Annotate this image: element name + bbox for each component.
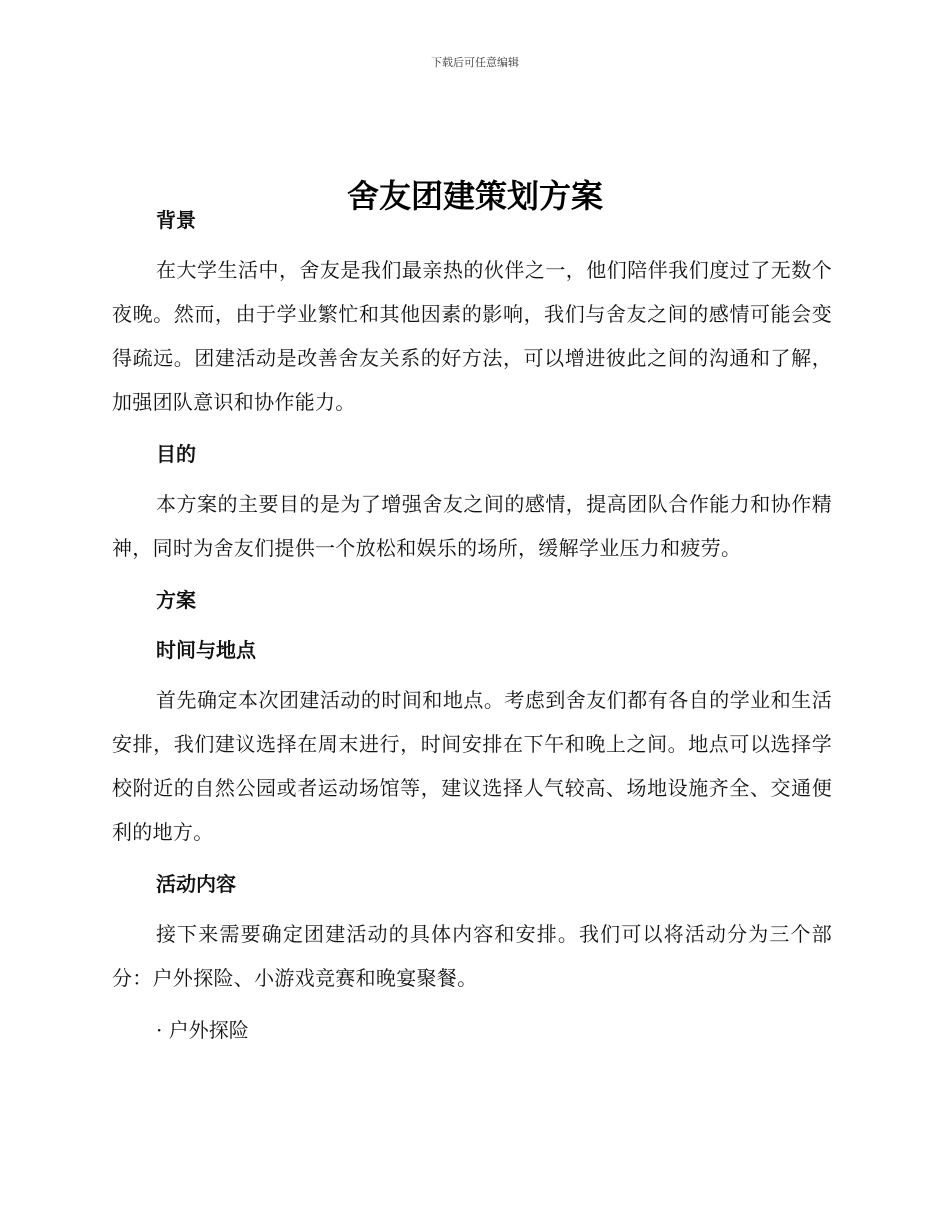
section-heading-time-place: 时间与地点 (156, 638, 256, 662)
paragraph-activities: 接下来需要确定团建活动的具体内容和安排。我们可以将活动分为三个部分：户外探险、小游戏竞赛和晚宴聚餐。 (112, 922, 832, 990)
bullet-item-outdoor: · 户外探险 (156, 1018, 249, 1042)
document-title: 舍友团建策划方案 (346, 177, 603, 216)
section-heading-purpose: 目的 (156, 442, 196, 466)
paragraph-purpose: 本方案的主要目的是为了增强舍友之间的感情，提高团队合作能力和协作精神，同时为舍友们提供一个放松和娱乐的场所，缓解学业压力和疲劳。 (112, 492, 832, 560)
paragraph-time-place: 首先确定本次团建活动的时间和地点。考虑到舍友们都有各自的学业和生活安排，我们建议选择在周末进行，时间安排在下午和晚上之间。地点可以选择学校附近的自然公园或者运动场馆等，建议选择人气较高、场地设施齐全、交通便利的地方。 (112, 688, 832, 844)
document-body (112, 198, 832, 1052)
paragraph-background: 在大学生活中，舍友是我们最亲热的伙伴之一，他们陪伴我们度过了无数个夜晚。然而，由于学业繁忙和其他因素的影响，我们与舍友之间的感情可能会变得疏远。团建活动是改善舍友关系的好方法，可以增进彼此之间的沟通和了解，加强团队意识和协作能力。 (112, 258, 832, 414)
section-heading-background: 背景 (156, 208, 196, 232)
page-header-note: 下载后可任意编辑 (431, 56, 519, 69)
section-heading-plan: 方案 (156, 588, 196, 612)
section-heading-activities: 活动内容 (156, 872, 236, 896)
